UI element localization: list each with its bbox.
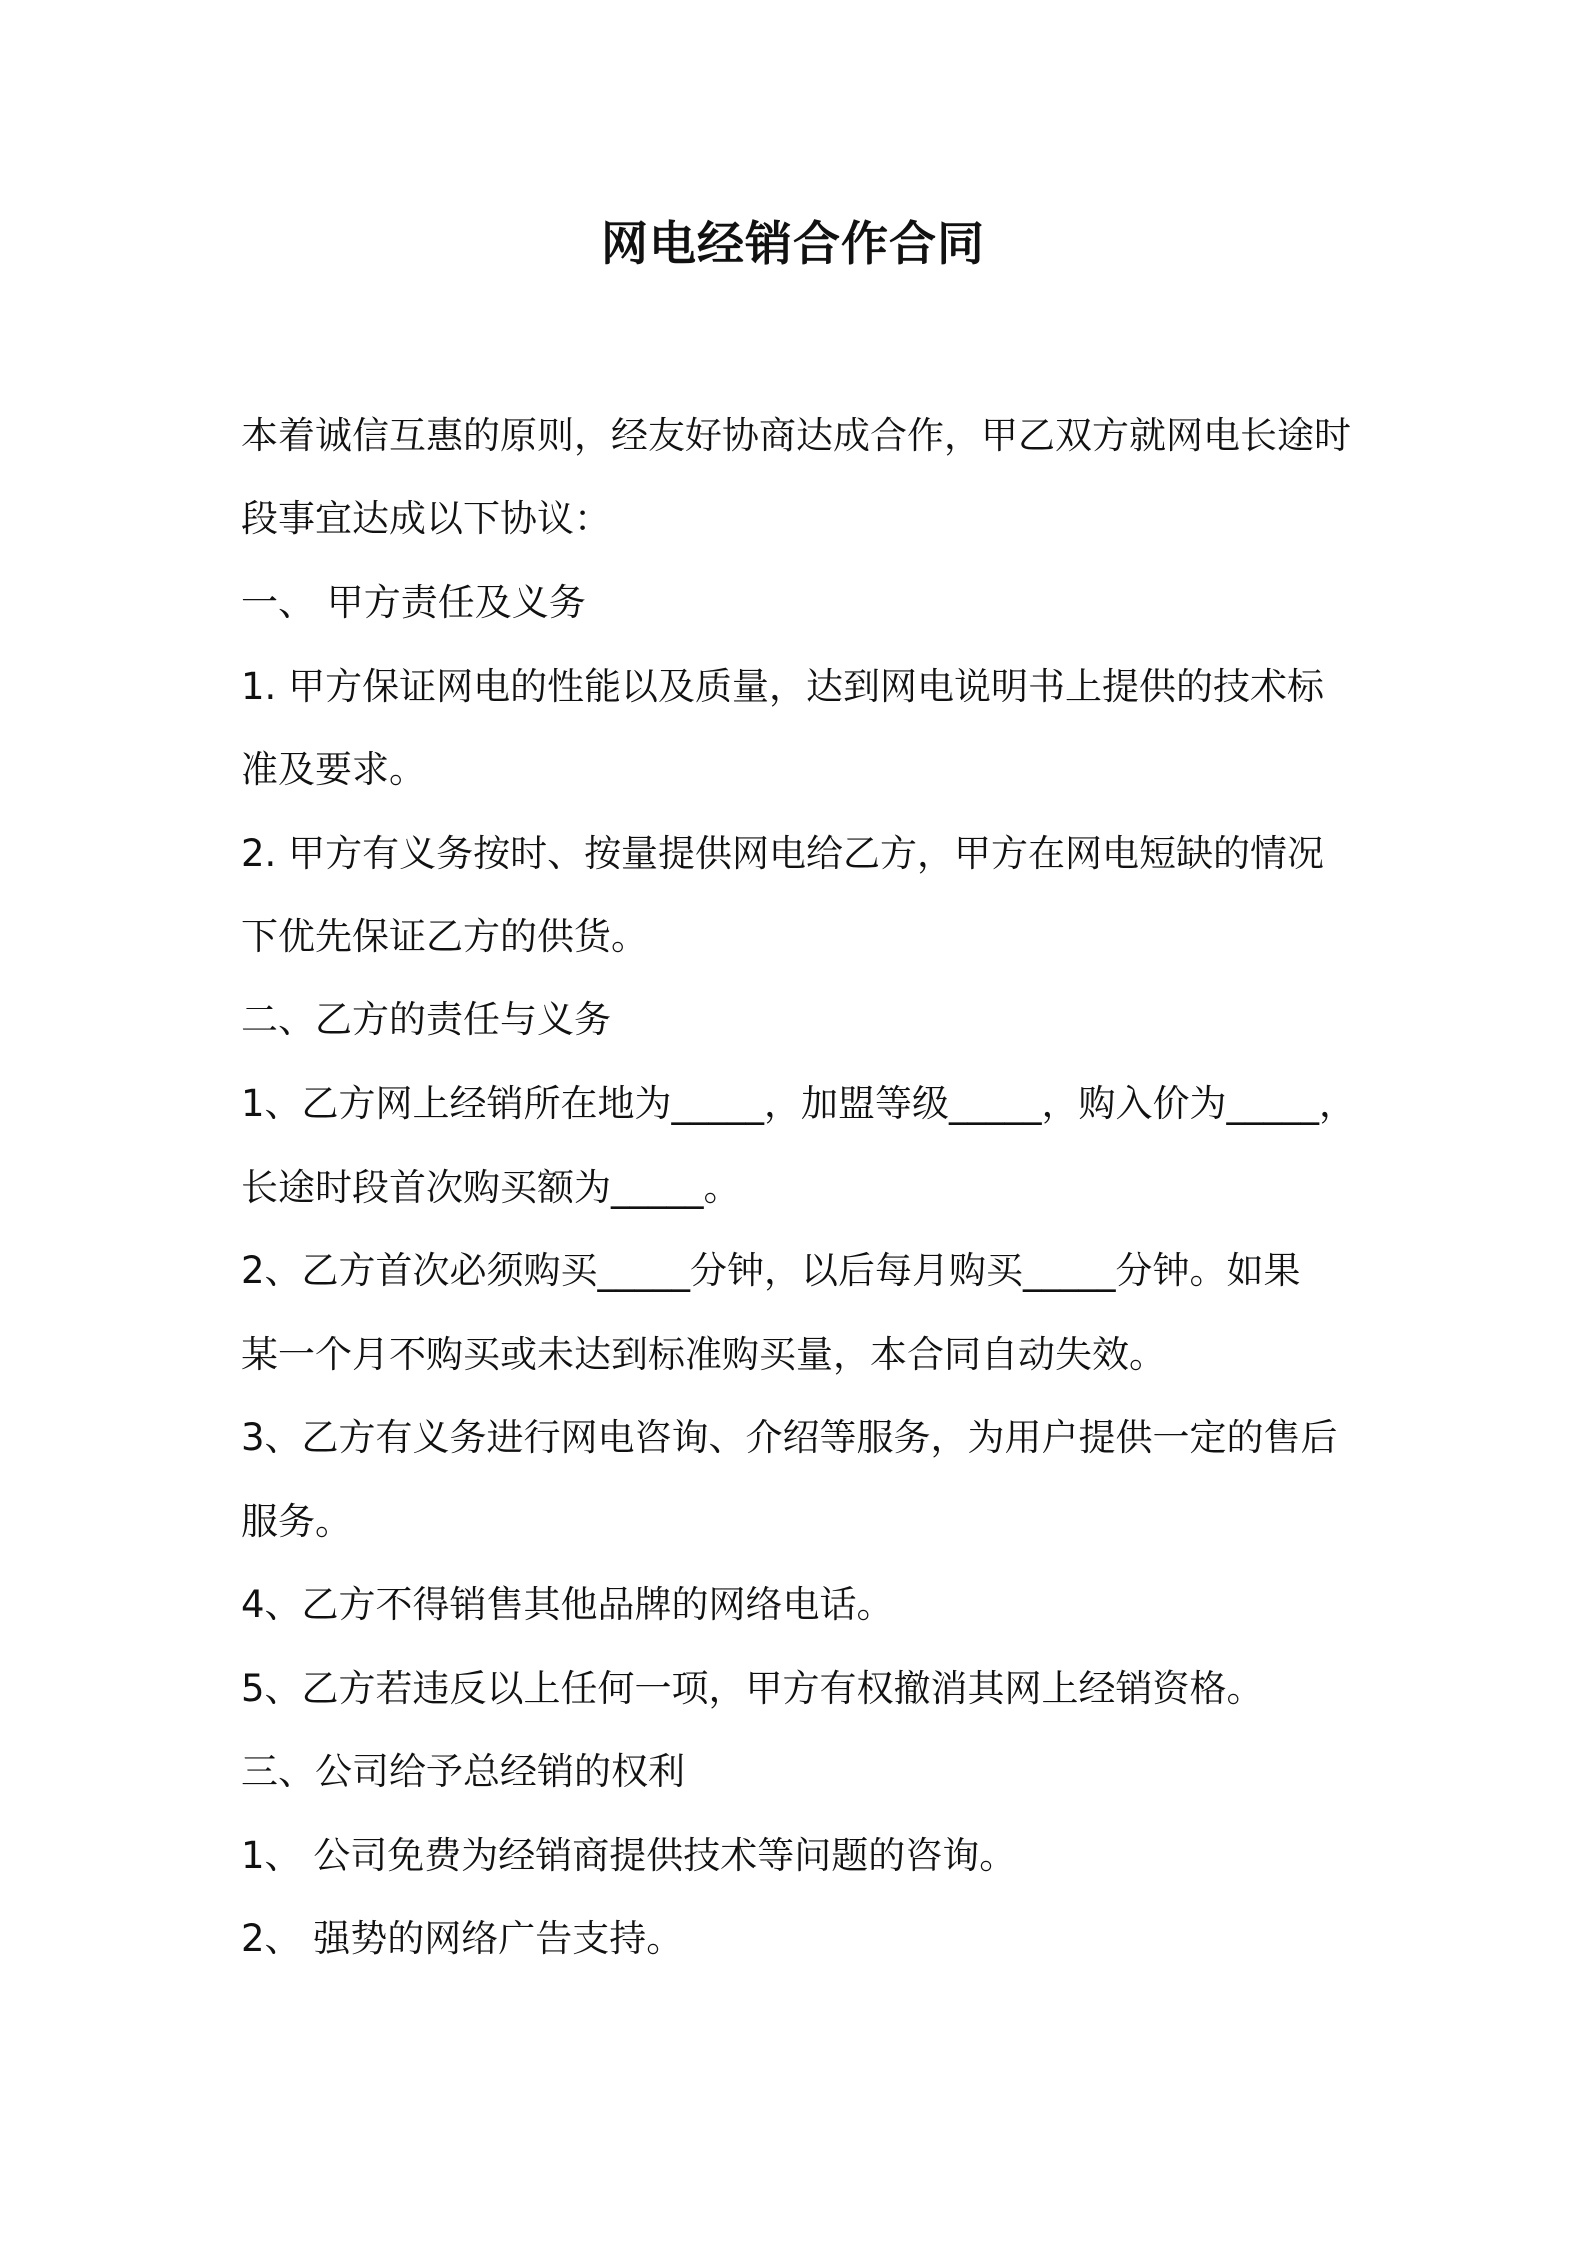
- section-heading-party-a: 一、 甲方责任及义务: [241, 581, 586, 624]
- party-a-clause-1-line-2: 准及要求。: [241, 748, 426, 791]
- party-b-clause-2-line-2: 某一个月不购买或未达到标准购买量，本合同自动失效。: [241, 1333, 1166, 1376]
- company-clause-2: 2、 强势的网络广告支持。: [241, 1917, 684, 1960]
- party-b-clause-5: 5、乙方若违反以上任何一项，甲方有权撤消其网上经销资格。: [241, 1667, 1264, 1710]
- document-title: 网电经销合作合同: [601, 217, 985, 272]
- intro-line-1: 本着诚信互惠的原则，经友好协商达成合作，甲乙双方就网电长途时: [241, 414, 1351, 457]
- intro-line-2: 段事宜达成以下协议：: [241, 497, 611, 540]
- party-b-clause-1-line-2: 长途时段首次购买额为_____。: [241, 1166, 741, 1209]
- party-a-clause-2-line-1: 2. 甲方有义务按时、按量提供网电给乙方，甲方在网电短缺的情况: [241, 832, 1325, 875]
- section-heading-party-b: 二、乙方的责任与义务: [241, 998, 611, 1041]
- party-b-clause-1-line-1: 1、乙方网上经销所在地为_____，加盟等级_____，购入价为_____，: [241, 1082, 1357, 1125]
- party-a-clause-1-line-1: 1. 甲方保证网电的性能以及质量，达到网电说明书上提供的技术标: [241, 665, 1325, 708]
- section-heading-company: 三、公司给予总经销的权利: [241, 1750, 685, 1793]
- party-b-clause-3-line-1: 3、乙方有义务进行网电咨询、介绍等服务，为用户提供一定的售后: [241, 1416, 1338, 1459]
- party-b-clause-3-line-2: 服务。: [241, 1500, 352, 1543]
- party-b-clause-4: 4、乙方不得销售其他品牌的网络电话。: [241, 1583, 894, 1626]
- party-b-clause-2-line-1: 2、乙方首次必须购买_____分钟，以后每月购买_____分钟。如果: [241, 1249, 1301, 1292]
- company-clause-1: 1、 公司免费为经销商提供技术等问题的咨询。: [241, 1834, 1017, 1877]
- party-a-clause-2-line-2: 下优先保证乙方的供货。: [241, 915, 648, 958]
